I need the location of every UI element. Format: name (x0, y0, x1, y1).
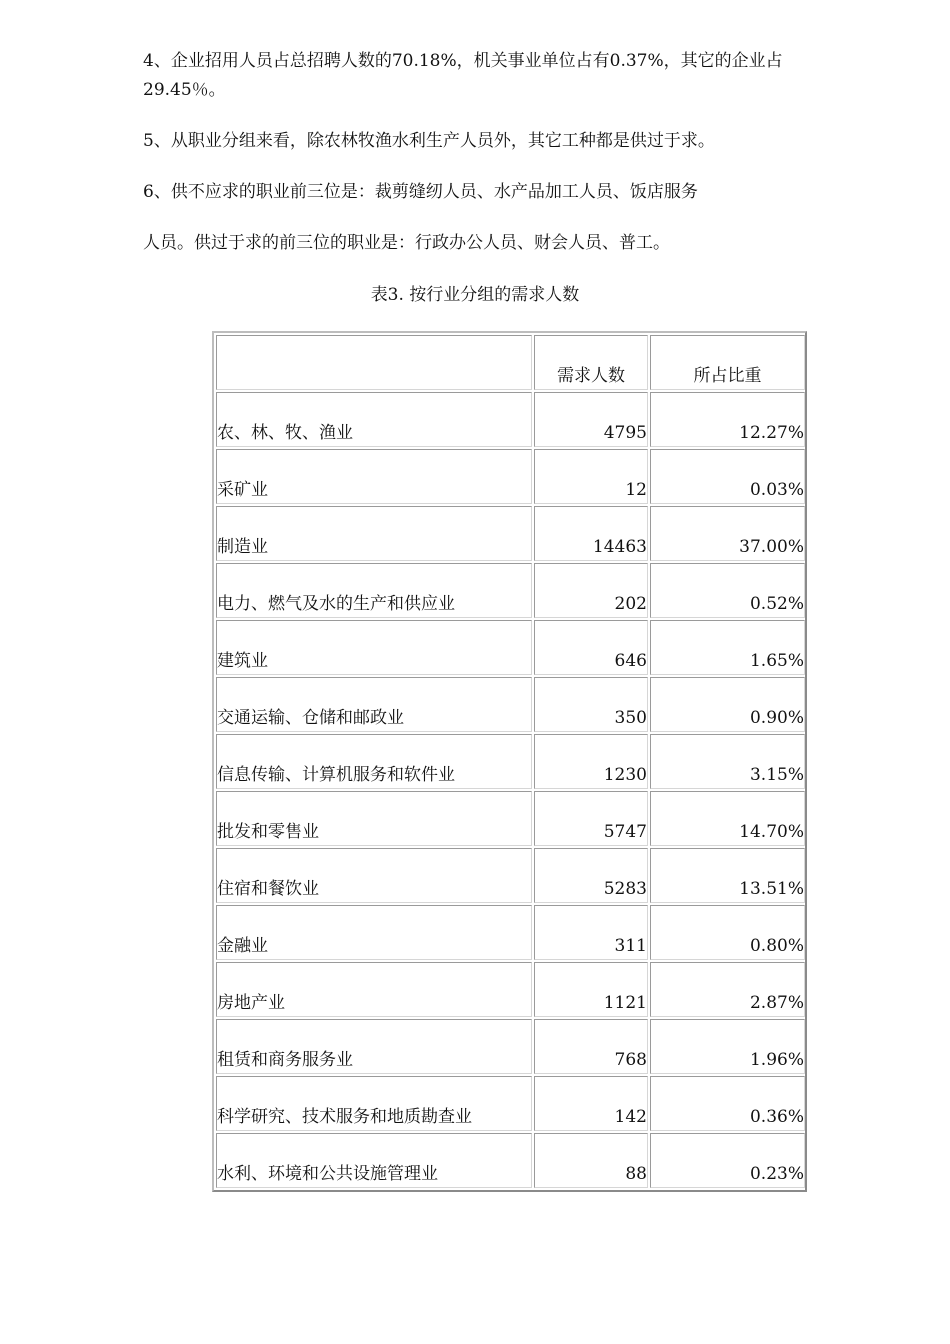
table-row (216, 620, 805, 675)
share-cell: 3.15% (650, 734, 805, 789)
demand-count-cell: 311 (534, 905, 648, 960)
demand-count-cell: 768 (534, 1019, 648, 1074)
paragraph-5: 5、从职业分组来看，除农林牧渔水利生产人员外，其它工种都是供过于求。 (143, 131, 715, 151)
share-cell: 14.70% (650, 791, 805, 846)
industry-cell: 批发和零售业 (216, 791, 532, 846)
table-row (216, 1076, 805, 1131)
table-row (216, 791, 805, 846)
table-row (216, 563, 805, 618)
industry-cell: 科学研究、技术服务和地质勘查业 (216, 1076, 532, 1131)
table-row (216, 848, 805, 903)
share-cell: 0.03% (650, 449, 805, 504)
table-row (216, 905, 805, 960)
share-cell: 0.23% (650, 1133, 805, 1188)
table-row (216, 677, 805, 732)
table-row (216, 962, 805, 1017)
demand-count-cell: 88 (534, 1133, 648, 1188)
table-row (216, 506, 805, 561)
demand-count-cell: 1121 (534, 962, 648, 1017)
share-cell: 12.27% (650, 392, 805, 447)
share-cell: 13.51% (650, 848, 805, 903)
demand-count-cell: 4795 (534, 392, 648, 447)
paragraph-6: 6、供不应求的职业前三位是：裁剪缝纫人员、水产品加工人员、饭店服务 (143, 182, 698, 202)
header-demand-count: 需求人数 (534, 335, 648, 390)
demand-count-cell: 142 (534, 1076, 648, 1131)
industry-cell: 租赁和商务服务业 (216, 1019, 532, 1074)
share-cell: 0.80% (650, 905, 805, 960)
table-row (216, 392, 805, 447)
share-cell: 0.52% (650, 563, 805, 618)
industry-cell: 制造业 (216, 506, 532, 561)
industry-cell: 建筑业 (216, 620, 532, 675)
paragraph-6-continued: 人员。供过于求的前三位的职业是：行政办公人员、财会人员、普工。 (143, 233, 670, 253)
share-cell: 0.90% (650, 677, 805, 732)
demand-count-cell: 1230 (534, 734, 648, 789)
paragraph-4: 4、企业招用人员占总招聘人数的70.18%，机关事业单位占有0.37%，其它的企业占29.45％。 (143, 51, 783, 100)
header-share: 所占比重 (650, 335, 805, 390)
industry-cell: 房地产业 (216, 962, 532, 1017)
share-cell: 2.87% (650, 962, 805, 1017)
share-cell: 37.00% (650, 506, 805, 561)
industry-cell: 农、林、牧、渔业 (216, 392, 532, 447)
table-row (216, 734, 805, 789)
demand-count-cell: 5283 (534, 848, 648, 903)
demand-count-cell: 202 (534, 563, 648, 618)
demand-count-cell: 5747 (534, 791, 648, 846)
share-cell: 1.65% (650, 620, 805, 675)
header-industry (216, 335, 532, 390)
demand-count-cell: 350 (534, 677, 648, 732)
table-caption: 表3. 按行业分组的需求人数 (370, 285, 580, 305)
table-header-row (216, 335, 805, 390)
industry-cell: 交通运输、仓储和邮政业 (216, 677, 532, 732)
table-row (216, 1133, 805, 1188)
industry-cell: 水利、环境和公共设施管理业 (216, 1133, 532, 1188)
demand-count-cell: 646 (534, 620, 648, 675)
demand-count-cell: 12 (534, 449, 648, 504)
table-row (216, 449, 805, 504)
industry-cell: 采矿业 (216, 449, 532, 504)
share-cell: 0.36% (650, 1076, 805, 1131)
table-row (216, 1019, 805, 1074)
share-cell: 1.96% (650, 1019, 805, 1074)
industry-cell: 金融业 (216, 905, 532, 960)
demand-count-cell: 14463 (534, 506, 648, 561)
industry-cell: 住宿和餐饮业 (216, 848, 532, 903)
industry-cell: 电力、燃气及水的生产和供应业 (216, 563, 532, 618)
industry-cell: 信息传输、计算机服务和软件业 (216, 734, 532, 789)
industry-demand-table (212, 331, 807, 1192)
